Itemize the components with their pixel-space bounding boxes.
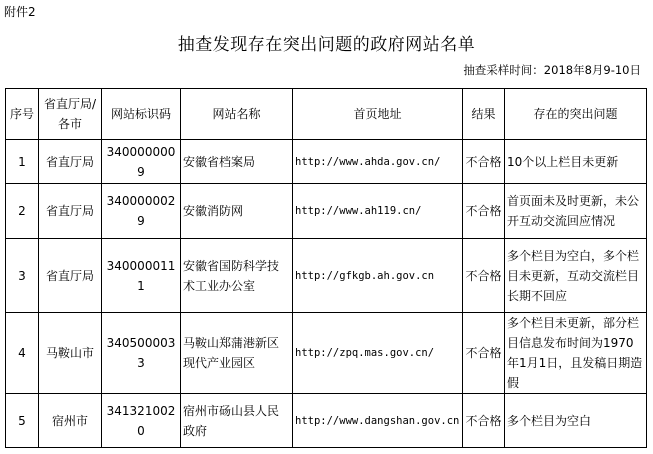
cell-result: 不合格 bbox=[463, 140, 505, 184]
cell-region: 马鞍山市 bbox=[39, 313, 102, 394]
cell-issues: 多个栏目为空白 bbox=[505, 394, 647, 448]
problem-websites-table bbox=[5, 88, 647, 448]
table-header-row bbox=[6, 89, 647, 140]
header-result: 结果 bbox=[463, 89, 505, 140]
cell-issues: 首页面未及时更新，未公开互动交流回应情况 bbox=[505, 184, 647, 239]
cell-result: 不合格 bbox=[463, 239, 505, 313]
cell-seq: 4 bbox=[6, 313, 39, 394]
table-row bbox=[6, 313, 647, 394]
cell-site-code: 3405000033 bbox=[102, 313, 181, 394]
table-row bbox=[6, 394, 647, 448]
table-row bbox=[6, 184, 647, 239]
cell-site-code: 3413210020 bbox=[102, 394, 181, 448]
table-row bbox=[6, 140, 647, 184]
cell-result: 不合格 bbox=[463, 394, 505, 448]
document-title: 抽查发现存在突出问题的政府网站名单 bbox=[177, 35, 476, 55]
cell-issues: 多个栏目未更新，部分栏目信息发布时间为1970年1月1日，且发稿日期造假 bbox=[505, 313, 647, 394]
cell-seq: 3 bbox=[6, 239, 39, 313]
header-site-name: 网站名称 bbox=[181, 89, 293, 140]
cell-site-code: 3400000009 bbox=[102, 140, 181, 184]
sample-time: 抽查采样时间：2018年8月9-10日 bbox=[463, 63, 641, 77]
cell-homepage: http://www.dangshan.gov.cn bbox=[293, 394, 463, 448]
cell-result: 不合格 bbox=[463, 184, 505, 239]
cell-seq: 1 bbox=[6, 140, 39, 184]
header-site-code: 网站标识码 bbox=[102, 89, 181, 140]
cell-issues: 多个栏目为空白，多个栏目未更新，互动交流栏目长期不回应 bbox=[505, 239, 647, 313]
cell-region: 省直厅局 bbox=[39, 140, 102, 184]
header-region: 省直厅局/各市 bbox=[39, 89, 102, 140]
header-homepage: 首页地址 bbox=[293, 89, 463, 140]
attachment-label: 附件2 bbox=[4, 5, 36, 19]
cell-homepage: http://gfkgb.ah.gov.cn bbox=[293, 239, 463, 313]
table-row bbox=[6, 239, 647, 313]
cell-site-name: 安徽省国防科学技术工业办公室 bbox=[181, 239, 293, 313]
header-issues: 存在的突出问题 bbox=[505, 89, 647, 140]
cell-seq: 5 bbox=[6, 394, 39, 448]
cell-site-code: 3400000111 bbox=[102, 239, 181, 313]
cell-homepage: http://www.ahda.gov.cn/ bbox=[293, 140, 463, 184]
cell-region: 宿州市 bbox=[39, 394, 102, 448]
cell-issues: 10个以上栏目未更新 bbox=[505, 140, 647, 184]
cell-homepage: http://zpq.mas.gov.cn/ bbox=[293, 313, 463, 394]
cell-site-name: 宿州市砀山县人民政府 bbox=[181, 394, 293, 448]
cell-site-name: 安徽消防网 bbox=[181, 184, 293, 239]
cell-site-code: 3400000029 bbox=[102, 184, 181, 239]
cell-homepage: http://www.ah119.cn/ bbox=[293, 184, 463, 239]
cell-site-name: 马鞍山郑蒲港新区现代产业园区 bbox=[181, 313, 293, 394]
cell-region: 省直厅局 bbox=[39, 239, 102, 313]
header-seq: 序号 bbox=[6, 89, 39, 140]
cell-seq: 2 bbox=[6, 184, 39, 239]
cell-region: 省直厅局 bbox=[39, 184, 102, 239]
cell-result: 不合格 bbox=[463, 313, 505, 394]
cell-site-name: 安徽省档案局 bbox=[181, 140, 293, 184]
